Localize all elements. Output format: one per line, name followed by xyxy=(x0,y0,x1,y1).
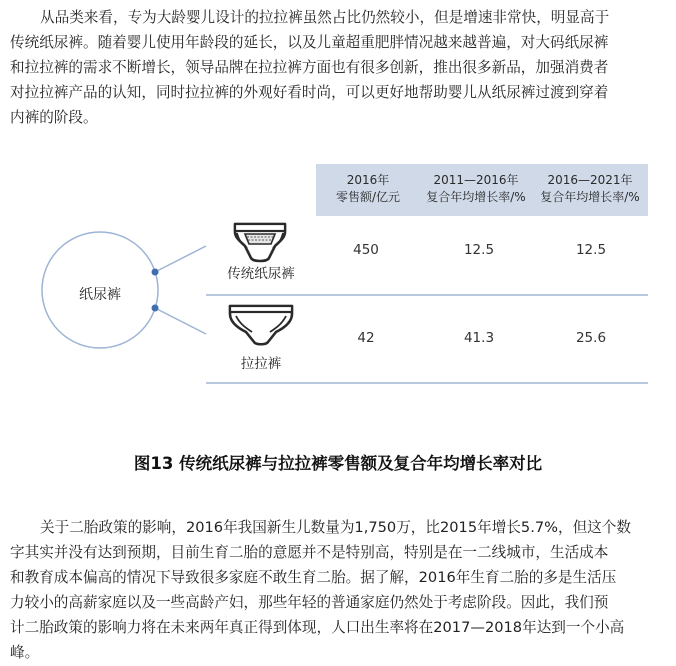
category-label: 纸尿裤 xyxy=(79,287,121,303)
paragraph-line: 对拉拉裤产品的认知，同时拉拉裤的外观好看时尚，可以更好地帮助婴儿从纸尿裤过渡到穿着 xyxy=(10,84,609,101)
intro-paragraph xyxy=(10,5,666,130)
header-retail-sales: 2016年 零售额/亿元 xyxy=(335,173,401,204)
row-label-diaper: 传统纸尿裤 xyxy=(227,266,295,282)
connector-line xyxy=(155,246,206,272)
cell-diaper-cagr-2016-2021: 12.5 xyxy=(575,242,607,258)
connector-node xyxy=(152,305,159,312)
paragraph-line: 和教育成本偏高的情况下导致很多家庭不敢生育二胎。据了解，2016年生育二胎的多是生活压 xyxy=(10,569,617,586)
paragraph-line: 传统纸尿裤。随着婴儿使用年龄段的延长，以及儿童超重肥胖情况越来越普遍，对大码纸尿裤 xyxy=(10,34,609,51)
paragraph-line: 关于二胎政策的影响，2016年我国新生儿数量为1,750万，比2015年增长5.7%，但这个数 xyxy=(40,519,631,536)
row-divider xyxy=(206,294,648,296)
second-child-policy-paragraph xyxy=(10,515,666,665)
cell-pull-up-cagr-2016-2021: 25.6 xyxy=(575,330,607,346)
row-divider xyxy=(206,382,648,384)
table-header xyxy=(316,164,648,216)
paragraph-line: 和拉拉裤的需求不断增长，领导品牌在拉拉裤方面也有很多创新，推出很多新品，加强消费者 xyxy=(10,59,609,76)
row-label-pull-up-pants: 拉拉裤 xyxy=(240,356,282,372)
paragraph-line: 力较小的高薪家庭以及一些高龄产妇，那些年轻的普通家庭仍然处于考虑阶段。因此，我们预 xyxy=(10,594,609,611)
figure-13 xyxy=(0,150,676,400)
connector-line xyxy=(155,308,206,334)
cell-pull-up-cagr-2011-2016: 41.3 xyxy=(463,330,495,346)
paragraph-line: 从品类来看，专为大龄婴儿设计的拉拉裤虽然占比仍然较小，但是增速非常快，明显高于 xyxy=(40,9,610,26)
connector-node xyxy=(152,269,159,276)
pull-up-pants-icon xyxy=(226,302,296,348)
header-cagr-2011-2016: 2011—2016年 复合年均增长率/% xyxy=(426,173,526,204)
header-cagr-2016-2021: 2016—2021年 复合年均增长率/% xyxy=(540,173,640,204)
cell-diaper-cagr-2011-2016: 12.5 xyxy=(463,242,495,258)
figure-caption: 图13 传统纸尿裤与拉拉裤零售额及复合年均增长率对比 xyxy=(133,454,543,473)
paragraph-line: 峰。 xyxy=(10,644,40,661)
paragraph-line: 计二胎政策的影响力将在未来两年真正得到体现，人口出生率将在2017—2018年达到一个小高 xyxy=(10,619,625,636)
cell-diaper-retail-sales: 450 xyxy=(353,242,379,258)
diaper-icon xyxy=(229,216,291,268)
paragraph-line: 字其实并没有达到预期，目前生育二胎的意愿并不是特别高，特别是在一二线城市，生活成本 xyxy=(10,544,609,561)
cell-pull-up-retail-sales: 42 xyxy=(357,330,375,346)
paragraph-line: 内裤的阶段。 xyxy=(10,109,98,126)
